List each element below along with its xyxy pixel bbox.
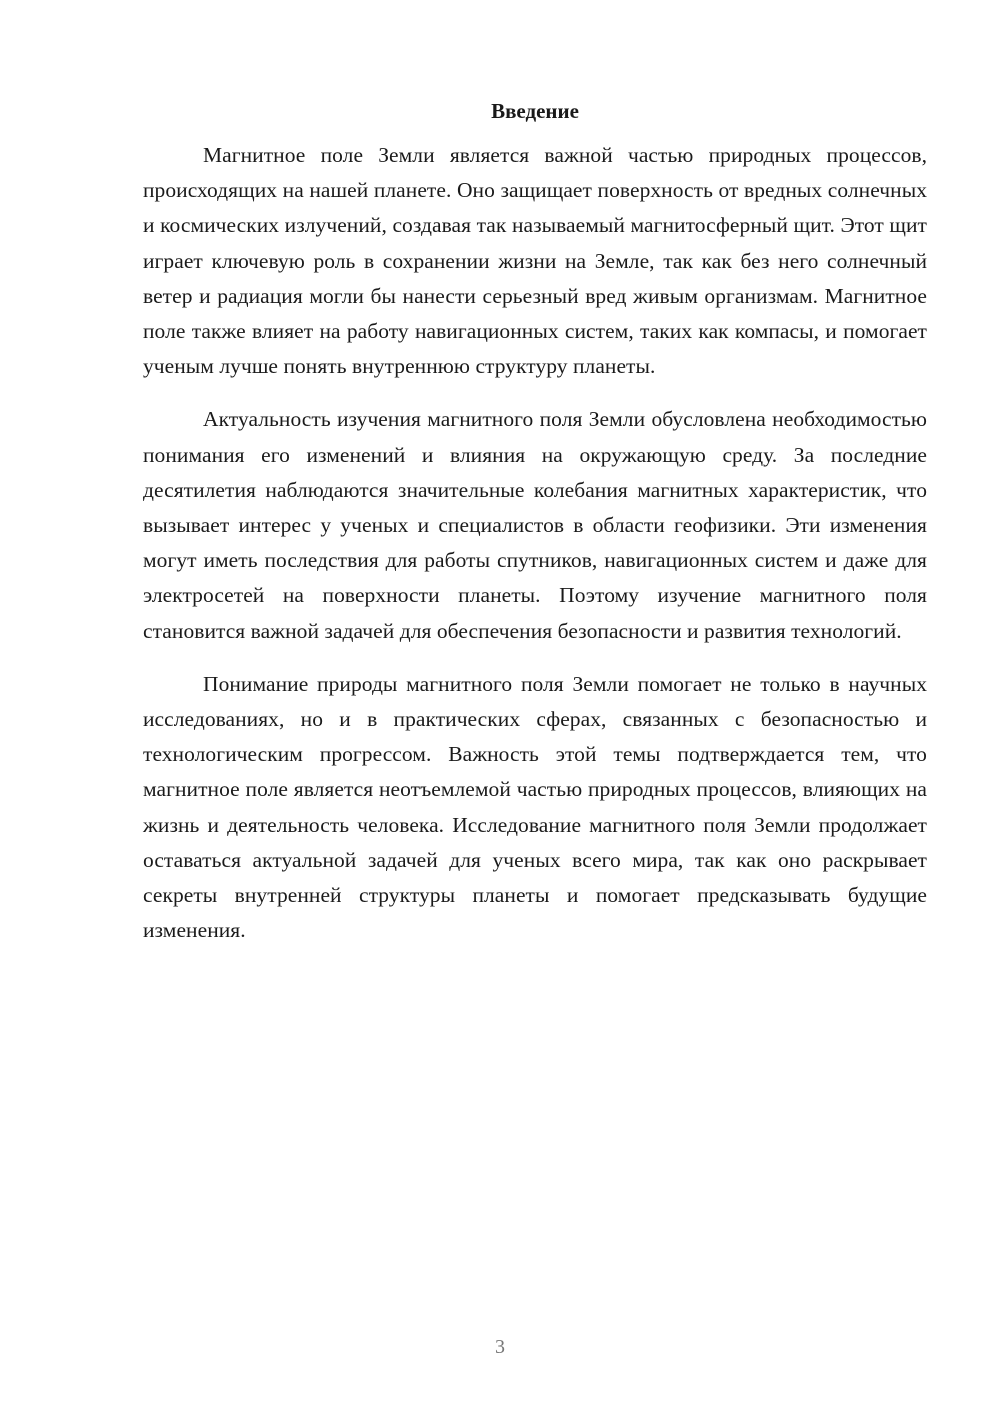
page-content [143, 96, 927, 966]
section-title: Введение [491, 99, 579, 123]
paragraph-1: Магнитное поле Земли является важной частью природных процессов, происходящих на нашей планете. Оно защищает поверхность от вредных солнечных и космических излучений, создавая так называемый магнитосферный щит. Этот щит играет ключевую роль в сохранении жизни на Земле, так как без него солнечный ветер и радиация могли бы нанести серьезный вред живым организмам. Магнитное поле также влияет на работу навигационных систем, таких как компасы, и помогает ученым лучше понять внутреннюю структуру планеты. [143, 143, 927, 379]
paragraph-3: Понимание природы магнитного поля Земли помогает не только в научных исследованиях, но и в практических сферах, связанных с безопасностью и технологическим прогрессом. Важность этой темы подтверждается тем, что магнитное поле является неотъемлемой частью природных процессов, влияющих на жизнь и деятельность человека. Исследование магнитного поля Земли продолжает оставаться актуальной задачей для ученых всего мира, так как оно раскрывает секреты внутренней структуры планеты и помогает предсказывать будущие изменения. [143, 671, 927, 943]
paragraph-2: Актуальность изучения магнитного поля Земли обусловлена необходимостью понимания его изменений и влияния на окружающую среду. За последние десятилетия наблюдаются значительные колебания магнитных характеристик, что вызывает интерес у ученых и специалистов в области геофизики. Эти изменения могут иметь последствия для работы спутников, навигационных систем и даже для электросетей на поверхности планеты. Поэтому изучение магнитного поля становится важной задачей для обеспечения безопасности и развития технологий. [143, 407, 927, 643]
page-number: 3 [495, 1336, 505, 1358]
